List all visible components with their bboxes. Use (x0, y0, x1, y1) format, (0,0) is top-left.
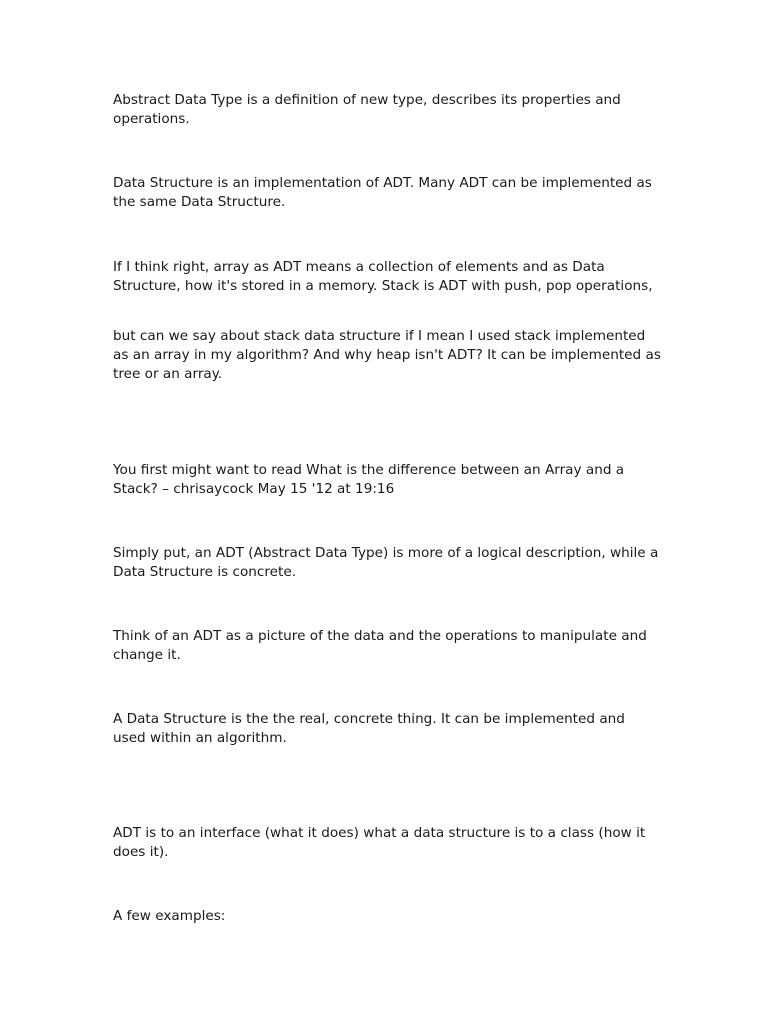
paragraph-simply-put: Simply put, an ADT (Abstract Data Type) is more of a logical description, while a Data Structure is concrete. (113, 545, 659, 580)
paragraph-array-stack-question: If I think right, array as ADT means a collection of elements and as Data Structure, how it's stored in a memory. Stack is ADT with push, pop operations, (113, 259, 653, 294)
paragraph-examples-heading: A few examples: (113, 908, 226, 924)
paragraph-comment: You first might want to read What is the difference between an Array and a Stack? – chrisaycock May 15 '12 at 19:16 (113, 462, 625, 497)
paragraph-concrete-thing: A Data Structure is the the real, concrete thing. It can be implemented and used within an algorithm. (113, 711, 625, 746)
paragraph-data-structure-definition: Data Structure is an implementation of ADT. Many ADT can be implemented as the same Data Structure. (113, 175, 652, 210)
paragraph-adt-definition: Abstract Data Type is a definition of new type, describes its properties and operations. (113, 92, 621, 127)
paragraph-picture-of-data: Think of an ADT as a picture of the data and the operations to manipulate and change it. (113, 628, 647, 663)
paragraph-heap-question: but can we say about stack data structure if I mean I used stack implemented as an array in my algorithm? And why heap isn't ADT? It can be implemented as tree or an array. (113, 328, 661, 382)
paragraph-interface-analogy: ADT is to an interface (what it does) what a data structure is to a class (how it does it). (113, 825, 646, 860)
